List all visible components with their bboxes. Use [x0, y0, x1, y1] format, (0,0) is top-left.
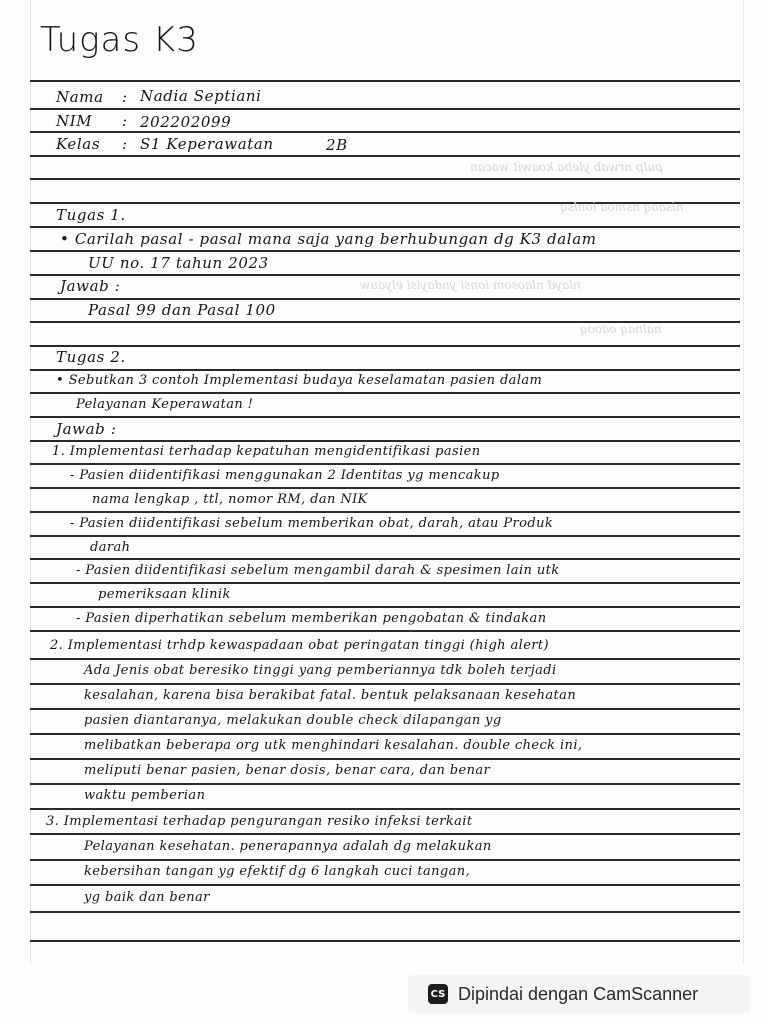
bleed-through-text: nisaoq nsmoa ionlsq [560, 200, 684, 214]
point1-heading: 1. Implementasi terhadap kepatuhan mengidentifikasi pasien [52, 444, 481, 459]
ruled-line [30, 582, 740, 584]
ruled-line [30, 250, 740, 252]
ruled-line [30, 155, 740, 157]
page-left-edge [30, 0, 31, 964]
ruled-line [30, 298, 740, 300]
ruled-line [30, 440, 740, 442]
tugas2-question-line2: Pelayanan Keperawatan ! [76, 397, 254, 412]
point1-bullet3-line2: pemeriksaan klinik [98, 587, 231, 602]
point1-bullet1-line1: - Pasien diidentifikasi menggunakan 2 Identitas yg mencakup [70, 468, 500, 483]
ruled-line [30, 226, 740, 228]
ruled-line [30, 511, 740, 513]
ruled-line [30, 369, 740, 371]
camscanner-watermark [408, 975, 750, 1013]
ruled-line [30, 108, 740, 110]
ruled-line [30, 808, 740, 810]
ruled-line [30, 940, 740, 942]
tugas2-question-line1: • Sebutkan 3 contoh Implementasi budaya keselamatan pasien dalam [56, 373, 543, 388]
bleed-through-text: nalnaq oaooq [580, 322, 662, 336]
point1-bullet1-line2: nama lengkap , ttl, nomor RM, dan NIK [92, 492, 368, 507]
kelas-label: Kelas [56, 135, 101, 153]
nim-label: NIM [56, 112, 93, 130]
ruled-line [30, 392, 740, 394]
ruled-line [30, 606, 740, 608]
point3-line2: Pelayanan kesehatan. penerapannya adalah dg melakukan [84, 839, 492, 854]
bleed-through-text: nlayd nlaosom ionsi yndayisi elyauw [360, 278, 581, 292]
point2-line4: pasien diantaranya, melakukan double check dilapangan yg [84, 713, 502, 728]
point3-line3: kebersihan tangan yg efektif dg 6 langkah cuci tangan, [84, 864, 471, 879]
ruled-line [30, 463, 740, 465]
point1-bullet2-line2: darah [90, 540, 131, 555]
ruled-line [30, 859, 740, 861]
tugas1-heading: Tugas 1. [56, 206, 126, 224]
ruled-line [30, 131, 740, 133]
point2-line1: 2. Implementasi trhdp kewaspadaan obat peringatan tinggi (high alert) [50, 638, 550, 653]
nama-separator: : [122, 88, 128, 106]
ruled-line [30, 80, 740, 82]
kelas-separator: : [122, 135, 128, 153]
point2-line5: melibatkan beberapa org utk menghindari kesalahan. double check ini, [84, 738, 583, 753]
ruled-line [30, 658, 740, 660]
ruled-line [30, 783, 740, 785]
point3-line4: yg baik dan benar [84, 890, 210, 905]
watermark-text: Dipindai dengan CamScanner [458, 983, 699, 1004]
tugas2-jawab-label: Jawab : [56, 420, 117, 438]
kelas-value: S1 Keperawatan [140, 135, 274, 153]
point2-line2: Ada Jenis obat beresiko tinggi yang pemberiannya tdk boleh terjadi [84, 663, 557, 678]
bleed-through-text: pulp nrwab yleba koawit wacan [470, 160, 663, 174]
ruled-line [30, 345, 740, 347]
tugas1-question-line1: • Carilah pasal - pasal mana saja yang berhubungan dg K3 dalam [60, 230, 597, 248]
ruled-line [30, 558, 740, 560]
ruled-line [30, 683, 740, 685]
point1-bullet4-line1: - Pasien diperhatikan sebelum memberikan pengobatan & tindakan [76, 611, 547, 626]
ruled-line [30, 487, 740, 489]
nim-separator: : [122, 112, 128, 130]
kelas-group: 2B [326, 136, 348, 154]
tugas2-heading: Tugas 2. [56, 348, 126, 366]
nama-value: Nadia Septiani [140, 87, 262, 105]
nim-value: 202202099 [140, 113, 232, 131]
point1-bullet2-line1: - Pasien diidentifikasi sebelum memberikan obat, darah, atau Produk [70, 516, 554, 531]
page-right-edge [743, 0, 744, 964]
point2-line3: kesalahan, karena bisa berakibat fatal. bentuk pelaksanaan kesehatan [84, 688, 577, 703]
nama-label: Nama [56, 88, 104, 106]
tugas1-jawab-label: Jawab : [60, 277, 121, 295]
ruled-line [30, 178, 740, 180]
ruled-line [30, 911, 740, 913]
ruled-line [30, 416, 740, 418]
ruled-line [30, 758, 740, 760]
ruled-line [30, 274, 740, 276]
camscanner-logo-icon: CS [428, 984, 448, 1004]
ruled-line [30, 708, 740, 710]
ruled-line [30, 630, 740, 632]
tugas1-question-line2: UU no. 17 tahun 2023 [88, 254, 269, 272]
point1-bullet3-line1: - Pasien diidentifikasi sebelum mengambil darah & spesimen lain utk [76, 563, 560, 578]
ruled-line [30, 884, 740, 886]
point2-line7: waktu pemberian [84, 788, 206, 803]
tugas1-answer: Pasal 99 dan Pasal 100 [88, 301, 276, 319]
page-title: Tugas K3 [40, 20, 199, 60]
point3-line1: 3. Implementasi terhadap pengurangan resiko infeksi terkait [46, 814, 473, 829]
point2-line6: meliputi benar pasien, benar dosis, benar cara, dan benar [84, 763, 491, 778]
ruled-line [30, 733, 740, 735]
ruled-line [30, 535, 740, 537]
ruled-line [30, 833, 740, 835]
